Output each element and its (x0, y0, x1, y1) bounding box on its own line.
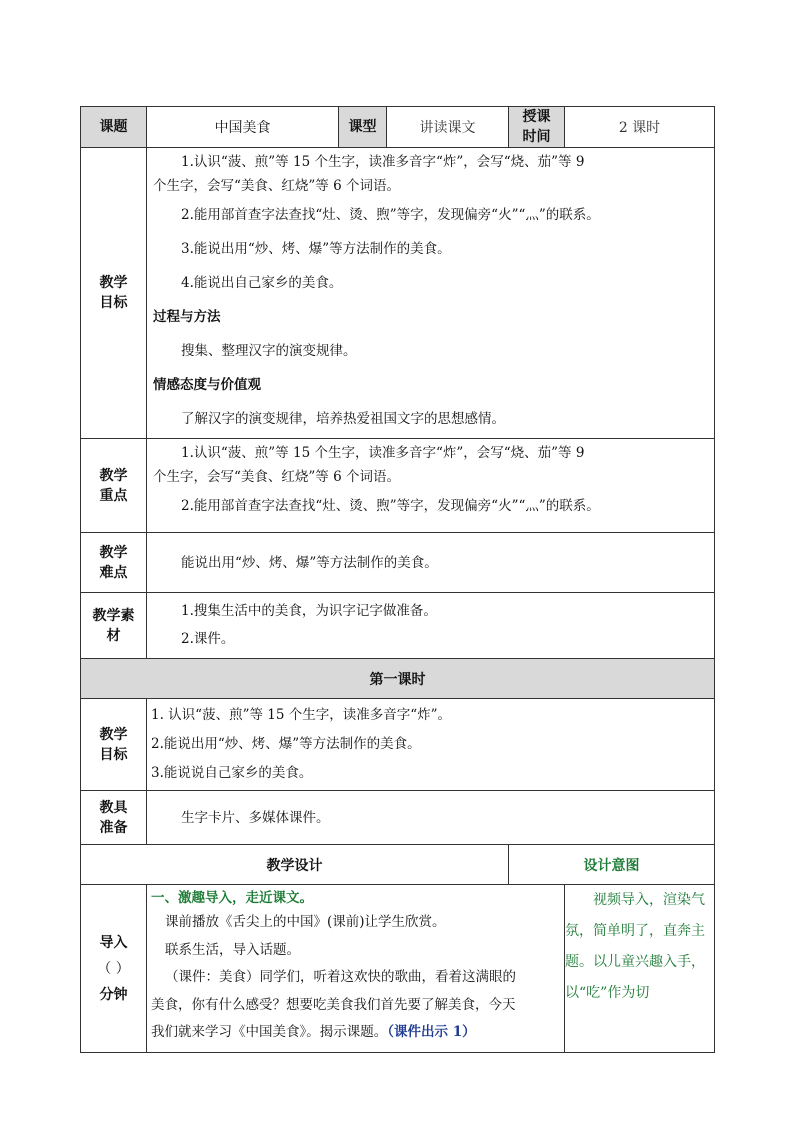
tools-label-line1: 教具 (99, 799, 128, 816)
objective-line: 1.认识“菠、煎”等 15 个生字，读准多音字“炸”，会写“烧、茄”等 9 (181, 154, 585, 170)
objective-line: 2.能用部首查字法查找“灶、烫、煦”等字，发现偏旁“火”“灬”的联系。 (181, 207, 600, 223)
key-point-line: 2.能用部首查字法查找“灶、烫、煦”等字，发现偏旁“火”“灬”的联系。 (181, 498, 600, 514)
materials-row (81, 593, 715, 659)
tools-content (147, 791, 715, 845)
key-points-label-line2: 重点 (99, 487, 128, 504)
intro-label-line2: （ ） (97, 960, 130, 977)
key-points-content (147, 439, 715, 533)
key-points-row (81, 439, 715, 533)
objectives-row (81, 148, 715, 439)
time-label (509, 107, 565, 148)
tools-label (81, 791, 147, 845)
time-label-line2: 时间 (522, 129, 551, 145)
materials-label-line2: 材 (106, 627, 121, 644)
objective-line: 4.能说出自己家乡的美食。 (181, 275, 343, 291)
difficulty-row (81, 533, 715, 593)
type-label: 课型 (339, 107, 387, 148)
intro-paragraph: 美食，你有什么感受？想要吃美食我们首先要了解美食，今天 (151, 996, 516, 1013)
topic-value: 中国美食 (147, 107, 339, 148)
tools-row (81, 791, 715, 845)
lesson-objective-line: 3.能说说自己家乡的美食。 (151, 765, 313, 781)
topic-label: 课题 (81, 107, 147, 148)
lesson-objectives-row (81, 699, 715, 791)
difficulty-label (81, 533, 147, 593)
intro-content (147, 885, 565, 1053)
intro-label (81, 885, 147, 1053)
lesson-objective-line: 1. 认识“菠、煎”等 15 个生字，读准多音字“炸”。 (151, 707, 452, 723)
intent-text: 视频导入，渲染气氛，简单明了，直奔主题。以儿童兴趣入手，以“吃”作为切 (565, 885, 715, 1053)
lesson-objectives-content (147, 699, 715, 791)
intro-label-line1: 导入 (99, 934, 128, 951)
intro-paragraph: 课前播放《舌尖上的中国》(课前)让学生欣赏。 (165, 914, 446, 930)
intro-paragraph-text: 我们就来学习《中国美食》。揭示课题。 (151, 1024, 388, 1040)
intro-label-line3: 分钟 (99, 986, 128, 1003)
material-line: 1.搜集生活中的美食，为识字记字做准备。 (181, 603, 437, 619)
intent-heading: 设计意图 (509, 845, 715, 885)
process-text: 搜集、整理汉字的演变规律。 (181, 343, 357, 359)
key-points-label-line1: 教学 (99, 467, 128, 484)
objective-line: 个生字，会写“美食、红烧”等 6 个词语。 (153, 178, 400, 194)
key-point-line: 1.认识“菠、煎”等 15 个生字，读准多音字“炸”，会写“烧、茄”等 9 (181, 445, 585, 461)
intro-row (81, 885, 715, 1053)
intro-paragraph: 联系生活，导入话题。 (165, 941, 300, 958)
objectives-label (81, 148, 147, 439)
first-lesson-row (81, 659, 715, 699)
courseware-note: （课件出示 1） (387, 1024, 476, 1040)
stage-title: 一、激趣导入，走近课文。 (151, 890, 313, 906)
materials-content (147, 593, 715, 659)
material-line: 2.课件。 (181, 630, 235, 647)
materials-label-line1: 教学素 (92, 607, 135, 624)
intro-paragraph: （课件：美食）同学们，听着这欢快的歌曲，看着这满眼的 (165, 969, 516, 985)
lesson-objective-line: 2.能说出用“炒、烤、爆”等方法制作的美食。 (151, 736, 421, 752)
design-heading: 教学设计 (81, 845, 509, 885)
header-row (81, 107, 715, 148)
materials-label (81, 593, 147, 659)
first-lesson-title: 第一课时 (81, 659, 715, 699)
objectives-content (147, 148, 715, 439)
key-points-label (81, 439, 147, 533)
intro-paragraph-last (151, 1019, 562, 1047)
emotion-text: 了解汉字的演变规律，培养热爱祖国文字的思想感情。 (181, 411, 505, 427)
objectives-label-line1: 教学 (99, 275, 128, 291)
tools-label-line2: 准备 (99, 819, 128, 836)
key-point-line: 个生字，会写“美食、红烧”等 6 个词语。 (153, 469, 400, 485)
difficulty-label-line1: 教学 (99, 544, 128, 561)
type-value: 讲读课文 (387, 107, 509, 148)
difficulty-label-line2: 难点 (99, 564, 128, 581)
emotion-title: 情感态度与价值观 (153, 377, 261, 393)
difficulty-text: 能说出用“炒、烤、爆”等方法制作的美食。 (181, 554, 438, 571)
tools-text: 生字卡片、多媒体课件。 (181, 809, 330, 826)
difficulty-content (147, 533, 715, 593)
process-title: 过程与方法 (153, 309, 221, 325)
lesson-objectives-label-line1: 教学 (99, 726, 128, 743)
time-value: 2 课时 (565, 107, 715, 148)
objective-line: 3.能说出用“炒、烤、爆”等方法制作的美食。 (181, 241, 451, 257)
objectives-label-line2: 目标 (99, 295, 128, 311)
time-label-line1: 授课 (522, 109, 551, 125)
lesson-objectives-label (81, 699, 147, 791)
design-heading-row (81, 845, 715, 885)
lesson-plan-table (80, 106, 715, 1053)
lesson-objectives-label-line2: 目标 (99, 746, 128, 763)
